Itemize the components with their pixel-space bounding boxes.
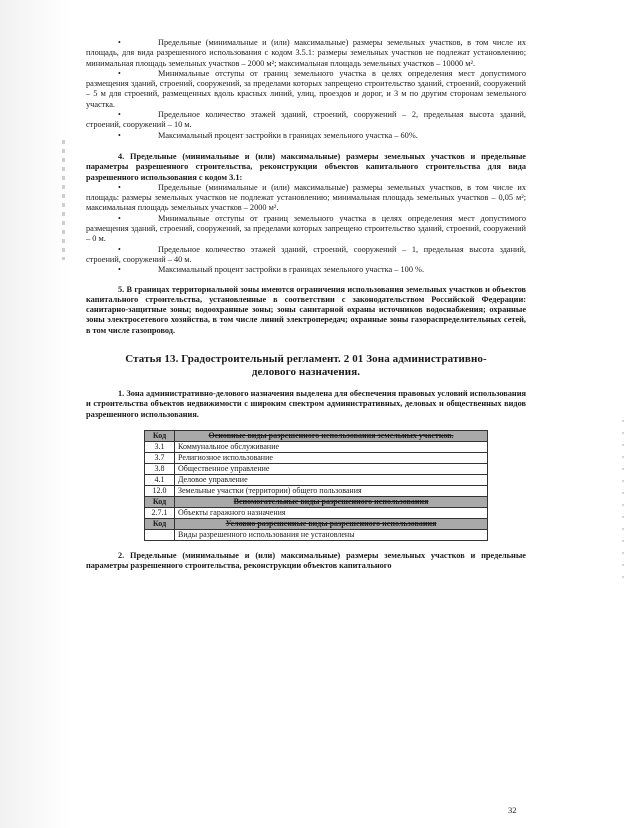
scan-mark [62, 140, 65, 260]
label-cell: Объекты гаражного назначения [175, 507, 488, 518]
section-4-heading: 4. Предельные (минимальные и (или) максимальные) размеры земельных участков и предельные параметры разрешенного строительства, реконструкции объектов капитального строительства для вида разрешенного использования с кодом 3.1: [86, 151, 526, 182]
bullet-paragraph: • Минимальные отступы от границ земельного участка в целях определения мест допустимого размещения зданий, строений, сооружений, за пределами которых запрещено строительство зданий, строений, сооружений – 5 м для строений, размещенных вдоль красных линий, улиц, проездов и дорог, и 3 м по другим сторонам земельного участка. [86, 68, 526, 109]
bullet-paragraph: • Предельные (минимальные и (или) максимальные) размеры земельных участков, в том числе их площадь, для вида разрешенного использования с кодом 3.5.1: размеры земельных участков не подлежат установлению; минимальная площадь земельных участков – 2000 м²; максимальная площадь земельных участков – 10000 м². [86, 38, 526, 68]
label-cell: Религиозное использование [175, 452, 488, 463]
code-cell: 3.1 [145, 441, 175, 452]
label-cell: Деловое управление [175, 474, 488, 485]
bullet-icon: • [118, 213, 121, 223]
bullet-icon: • [118, 110, 121, 120]
bullet-icon: • [118, 68, 121, 78]
header-label-cell: Условно разрешенные виды разрешенного использования [175, 518, 488, 529]
scan-dots [622, 420, 624, 580]
code-cell [145, 529, 175, 540]
article-title: Статья 13. Градостроительный регламент. 2 01 Зона административно- делового назначения. [125, 353, 487, 379]
header-code-cell: Код [145, 430, 175, 441]
code-cell: 3.7 [145, 452, 175, 463]
table-row [145, 507, 488, 518]
code-cell: 12.0 [145, 485, 175, 496]
bullet-icon: • [118, 130, 121, 140]
table-row [145, 452, 488, 463]
bullet-paragraph: • Предельные (минимальные и (или) максимальные) размеры земельных участков, в том числе их площадь: размеры земельных участков не подлежат установлению; минимальная площадь земельных участков – 0,05 м²; максимальная площадь земельных участков – 2000 м². [86, 182, 526, 213]
bullet-icon: • [118, 265, 121, 275]
table-row [145, 529, 488, 540]
header-label-cell: Вспомогательные виды разрешенного использования [175, 496, 488, 507]
page-number: 32 [508, 805, 517, 815]
table-row [145, 485, 488, 496]
table-header-row [145, 496, 488, 507]
table-row [145, 463, 488, 474]
bullet-icon: • [118, 244, 121, 254]
header-code-cell: Код [145, 518, 175, 529]
bullet-paragraph: • Максимальный процент застройки в границах земельного участка – 60%. [118, 130, 418, 140]
table-header-row [145, 430, 488, 441]
table-header-row [145, 518, 488, 529]
bullet-paragraph: • Предельное количество этажей зданий, строений, сооружений – 1, предельная высота зданий, строений, сооружений – 40 м. [86, 244, 526, 264]
header-code-cell: Код [145, 496, 175, 507]
permitted-uses-table [144, 430, 488, 541]
table-row [145, 474, 488, 485]
label-cell: Коммунальное обслуживание [175, 441, 488, 452]
bullet-paragraph: • Максимальный процент застройки в границах земельного участка – 100 %. [118, 265, 425, 275]
table-row [145, 441, 488, 452]
code-cell: 4.1 [145, 474, 175, 485]
code-cell: 3.8 [145, 463, 175, 474]
article-intro: 1. Зона административно-делового назначения выделена для обеспечения правовых условий использования и строительства объектов недвижимости с широким спектром административных, деловых и общественных видов разрешенного использования. [86, 389, 526, 419]
bullet-icon: • [118, 182, 121, 192]
label-cell: Общественное управление [175, 463, 488, 474]
document-body [86, 38, 526, 572]
section-5-paragraph: 5. В границах территориальной зоны имеются ограничения использования земельных участков и объектов капитального строительства, установленные в соответствии с законодательством Российской Федерации: санитарно-защитные зоны; водоохранные зоны; зоны санитарной охраны источников водоснабжения; охранные зоны электросетевого хозяйства, в том числе линий электропередач; охранные зоны газораспределительных сетей, в том числе газопровод. [86, 284, 526, 335]
label-cell: Виды разрешенного использования не установлены [175, 529, 488, 540]
code-cell: 2.7.1 [145, 507, 175, 518]
bullet-icon: • [118, 38, 121, 47]
label-cell: Земельные участки (территории) общего пользования [175, 485, 488, 496]
scan-edge [0, 0, 72, 828]
section-2-paragraph: 2. Предельные (минимальные и (или) максимальные) размеры земельных участков и предельные параметры разрешенного строительства, реконструкции объектов капитального [86, 550, 526, 571]
header-label-cell: Основные виды разрешенного использования земельных участков. [175, 430, 488, 441]
bullet-paragraph: • Предельное количество этажей зданий, строений, сооружений – 2, предельная высота зданий, строений, сооружений – 10 м. [86, 110, 526, 130]
bullet-paragraph: • Минимальные отступы от границ земельного участка в целях определения мест допустимого размещения зданий, строений, сооружений, за пределами которых запрещено строительство зданий, строений, сооружений – 0 м. [86, 213, 526, 244]
